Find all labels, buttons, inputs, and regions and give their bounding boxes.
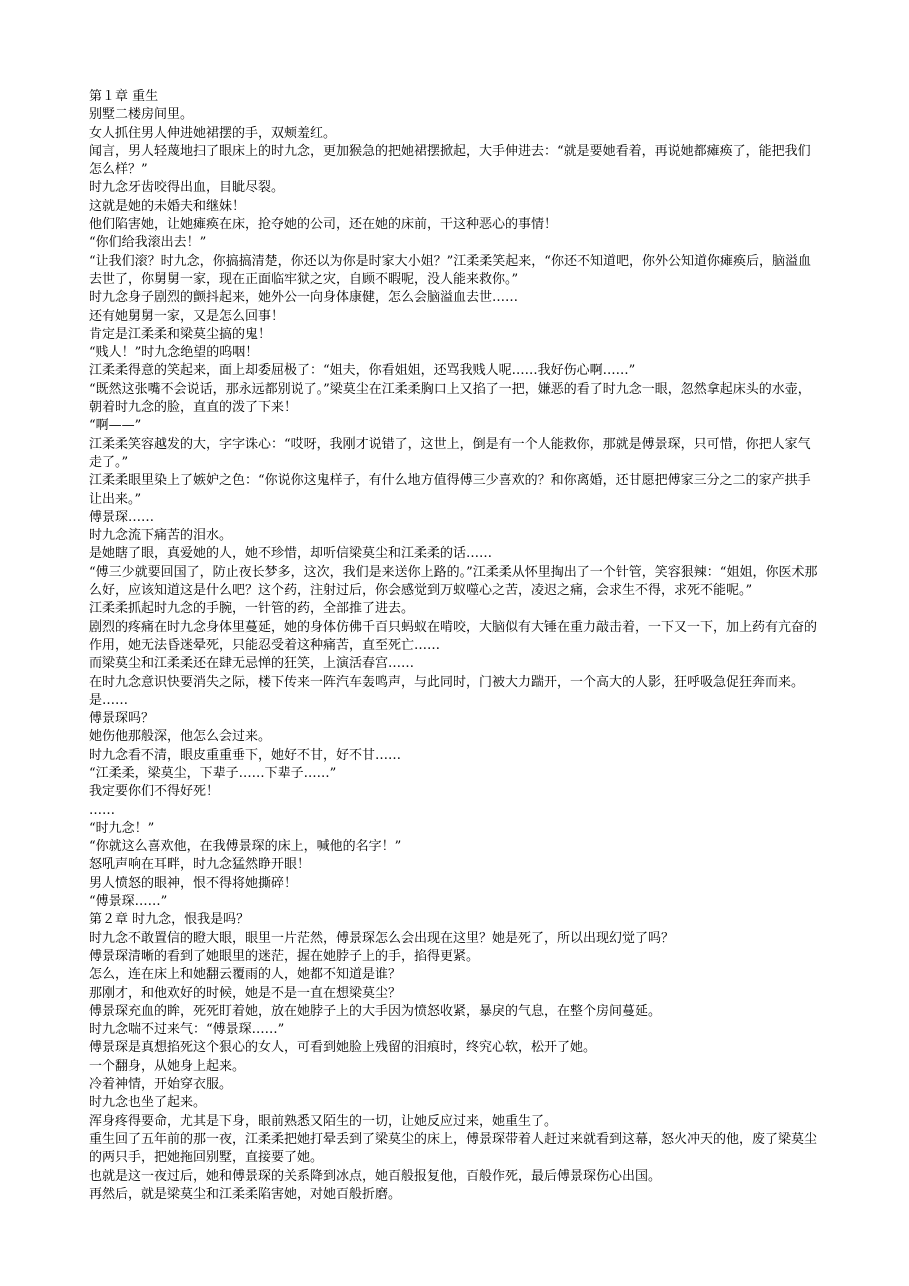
paragraph: 别墅二楼房间里。 [89,107,194,123]
paragraph: 傅景琛…… [89,509,155,525]
paragraph: “贱人！”时九念绝望的呜咽！ [89,345,259,361]
paragraph: 时九念不敢置信的瞪大眼，眼里一片茫然，傅景琛怎么会出现在这里？她是死了，所以出现幻觉了吗？ [89,930,675,946]
paragraph: 是…… [89,692,129,708]
paragraph: 一个翻身，从她身上起来。 [89,1058,246,1074]
paragraph: 肯定是江柔柔和梁莫尘搞的鬼！ [89,326,272,342]
paragraph: 怎么，连在床上和她翻云覆雨的人，她都不知道是谁？ [89,967,402,983]
paragraph: “你们给我滚出去！” [89,235,207,251]
paragraph: 那刚才，和他欢好的时候，她是不是一直在想梁莫尘？ [89,985,402,1001]
paragraph: “时九念！” [89,820,155,836]
paragraph: 第１章 重生 [89,89,159,104]
paragraph: …… [89,802,115,818]
paragraph: “你就这么喜欢他，在我傅景琛的床上，喊他的名字！” [89,839,402,855]
paragraph: 他们陷害她，让她瘫痪在床，抢夺她的公司，还在她的床前，干这种恶心的事情！ [89,217,558,233]
paragraph: 也就是这一夜过后，她和傅景琛的关系降到冰点，她百般报复他，百般作死，最后傅景琛伤心出国。 [89,1168,662,1184]
paragraph: 傅景琛吗？ [89,711,155,727]
paragraph: 江柔柔抓起时九念的手腕，一针管的药，全部推了进去。 [89,601,415,617]
paragraph: 江柔柔眼里染上了嫉妒之色：“你说你这鬼样子，有什么地方值得傅三少喜欢的？和你离婚，还甘愿把傅家三分之二的家产拱手让出来。” [89,473,811,507]
paragraph: “傅景琛……” [89,894,168,910]
paragraph: 第２章 时九念，恨我是吗？ [89,912,250,928]
paragraph: 在时九念意识快要消失之际，楼下传来一阵汽车轰鸣声，与此同时，门被大力踹开，一个高大的人影，狂呼吸急促狂奔而来。 [89,674,805,690]
paragraph: 时九念也坐了起来。 [89,1095,207,1111]
paragraph: 这就是她的未婚夫和继妹！ [89,198,246,214]
paragraph: 江柔柔笑容越发的大，字字诛心：“哎呀，我刚才说错了，这世上，倒是有一个人能救你，那就是傅景琛，只可惜，你把人家气走了。” [89,436,811,470]
paragraph: 怒吼声响在耳畔，时九念猛然睁开眼！ [89,857,311,873]
paragraph: 冷着神情，开始穿衣服。 [89,1077,233,1093]
paragraph: 剧烈的疼痛在时九念身体里蔓延，她的身体仿佛千百只蚂蚁在啃咬，大脑似有大锤在重力敲击着，一下又一下，加上药有亢奋的作用，她无法昏迷晕死，只能忍受着这种痛苦，直至死亡…… [89,619,818,653]
paragraph: 傅景琛清晰的看到了她眼里的迷茫，握在她脖子上的手，掐得更紧。 [89,948,480,964]
paragraph: 她伤他那般深，他怎么会过来。 [89,729,272,745]
paragraph: 浑身疼得要命，尤其是下身，眼前熟悉又陌生的一切，让她反应过来，她重生了。 [89,1113,558,1129]
paragraph: 而梁莫尘和江柔柔还在肆无忌惮的狂笑，上演活春宫…… [89,656,415,672]
paragraph: 女人抓住男人伸进她裙摆的手，双颊羞红。 [89,125,337,141]
paragraph: “让我们滚？时九念，你搞搞清楚，你还以为你是时家大小姐？”江柔柔笑起来，“你还不知道吧，你外公知道你瘫痪后，脑溢血去世了，你舅舅一家，现在正面临牢狱之灾，自顾不暇呢，没人能来救你。” [89,253,811,287]
paragraph: 重生回了五年前的那一夜，江柔柔把她打晕丢到了梁莫尘的床上，傅景琛带着人赶过来就看到这幕，怒火冲天的他，废了梁莫尘的两只手，把她拖回别墅，直接要了她。 [89,1131,818,1166]
paragraph: 傅景琛充血的眸，死死盯着她，放在她脖子上的大手因为愤怒收紧，暴戾的气息，在整个房间蔓延。 [89,1003,662,1019]
paragraph: 时九念流下痛苦的泪水。 [89,528,233,544]
paragraph: 是她瞎了眼，真爱她的人，她不珍惜，却听信梁莫尘和江柔柔的话…… [89,546,493,562]
document-body [89,88,822,1204]
paragraph: 时九念看不清，眼皮重重垂下，她好不甘，好不甘…… [89,747,402,763]
paragraph: 时九念牙齿咬得出血，目眦尽裂。 [89,180,285,196]
paragraph: “啊——” [89,418,142,434]
paragraph: 男人愤怒的眼神，恨不得将她撕碎！ [89,875,298,891]
paragraph: 再然后，就是梁莫尘和江柔柔陷害她，对她百般折磨。 [89,1186,402,1202]
paragraph: 闻言，男人轻蔑地扫了眼床上的时九念，更加猴急的把她裙摆掀起，大手伸进去：“就是要她看着，再说她都瘫痪了，能把我们怎么样？” [89,143,811,178]
paragraph: 我定要你们不得好死！ [89,784,220,800]
paragraph: 还有她舅舅一家，又是怎么回事！ [89,308,285,324]
paragraph: “既然这张嘴不会说话，那永远都别说了。”梁莫尘在江柔柔胸口上又掐了一把，嫌恶的看了时九念一眼，忽然拿起床头的水壶，朝着时九念的脸，直直的泼了下来！ [89,381,811,416]
paragraph: 时九念喘不过来气：“傅景琛……” [89,1022,285,1038]
paragraph: 傅景琛是真想掐死这个狠心的女人，可看到她脸上残留的泪痕时，终究心软，松开了她。 [89,1040,597,1056]
paragraph: “江柔柔，梁莫尘，下辈子……下辈子……” [89,765,337,781]
paragraph: 时九念身子剧烈的颤抖起来，她外公一向身体康健，怎么会脑溢血去世…… [89,290,519,306]
paragraph: “傅三少就要回国了，防止夜长梦多，这次，我们是来送你上路的。”江柔柔从怀里掏出了一个针管，笑容狠辣：“姐姐，你医术那么好，应该知道这是什么吧？这个药，注射过后，你会感觉到万蚁噬心之苦，凌迟之痛，会求生不得，求死不能呢。” [89,564,818,599]
paragraph: 江柔柔得意的笑起来，面上却委屈极了：“姐夫，你看姐姐，还骂我贱人呢……我好伤心啊……” [89,363,636,379]
